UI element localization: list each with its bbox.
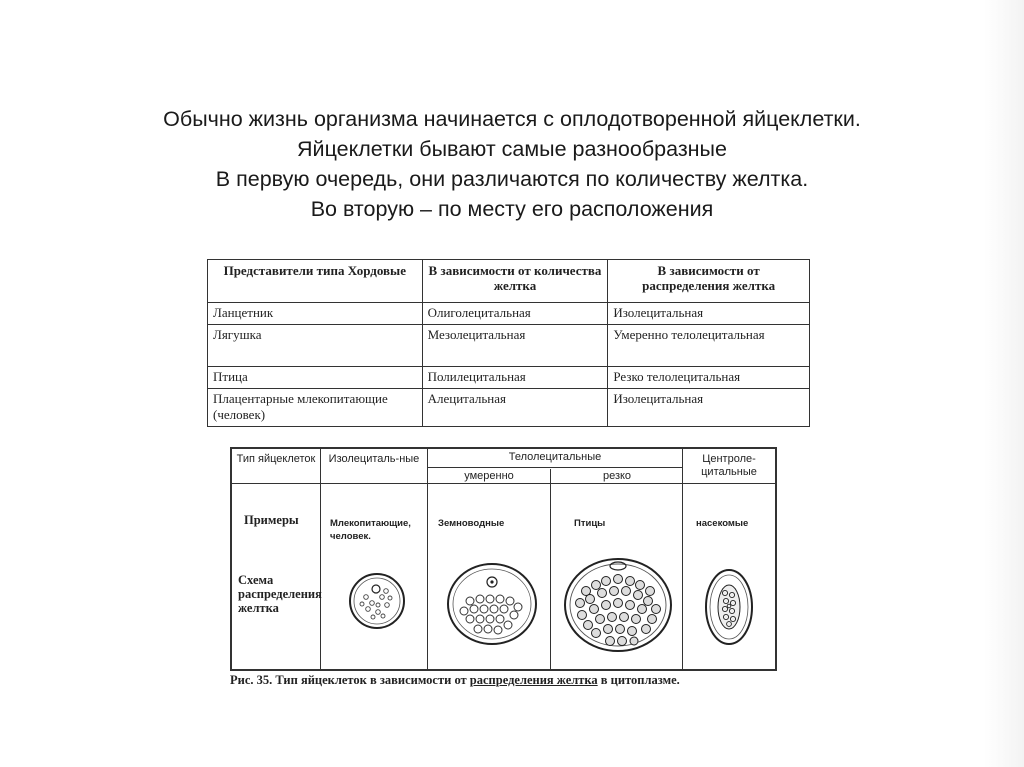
header-yolk-amount: В зависимости от количества желтка — [422, 260, 608, 303]
intro-text — [40, 104, 984, 224]
cell-distribution: Умеренно телолецитальная — [608, 325, 810, 367]
cell-animal: Лягушка — [208, 325, 423, 367]
caption-text-b: в цитоплазме. — [600, 673, 680, 687]
divider — [320, 449, 321, 669]
table-row — [208, 389, 810, 427]
col-telolecithal-label: Телолецитальные — [508, 451, 602, 463]
table-header-row — [208, 260, 810, 303]
intro-line-1: Обычно жизнь организма начинается с оплодотворенной яйцеклетки. — [163, 107, 861, 131]
intro-line-4: Во вторую – по месту его расположения — [310, 197, 714, 221]
cell-distribution: Резко телолецитальная — [608, 367, 810, 389]
row-examples-label: Примеры — [244, 513, 299, 527]
example-amphibians: Земноводные — [438, 518, 505, 529]
col-sharp-label: резко — [602, 470, 632, 482]
centrolecithal-egg-diagram — [702, 565, 756, 649]
slide-edge-shadow — [984, 0, 1024, 767]
caption-underlined: распределения желтка — [469, 673, 598, 687]
row-scheme-label: Схема распределения желтка — [238, 573, 322, 615]
col-isolecithal-label: Изолециталь-ные — [328, 453, 420, 465]
header-yolk-distribution: В зависимости от распределения желтка — [608, 260, 810, 303]
moderate-telolecithal-egg-diagram — [442, 559, 542, 649]
isolecithal-egg-diagram — [342, 567, 412, 637]
cell-amount: Олиголецитальная — [422, 303, 608, 325]
col-centrolecithal-label: Центроле-цитальные — [701, 453, 757, 478]
divider — [550, 469, 551, 669]
sharp-telolecithal-egg-diagram — [562, 555, 674, 655]
cell-animal: Птица — [208, 367, 423, 389]
example-birds: Птицы — [574, 518, 606, 529]
header-chordates: Представители типа Хордовые — [208, 260, 423, 303]
intro-line-2: Яйцеклетки бывают самые разнообразные — [297, 137, 727, 161]
table-row — [208, 367, 810, 389]
table-row — [208, 325, 810, 367]
intro-line-3: В первую очередь, они различаются по количеству желтка. — [215, 167, 809, 191]
cell-animal: Плацентарные млекопитающие (человек) — [208, 389, 423, 427]
cell-amount: Алецитальная — [422, 389, 608, 427]
header-divider — [232, 483, 775, 484]
yolk-classification-table — [207, 259, 810, 427]
example-insects: насекомые — [696, 518, 749, 529]
subheader-divider — [427, 467, 682, 468]
cell-animal: Ланцетник — [208, 303, 423, 325]
table-row — [208, 303, 810, 325]
example-mammals: Млекопитающие, человек. — [330, 518, 411, 542]
divider — [682, 449, 683, 669]
cell-distribution: Изолецитальная — [608, 389, 810, 427]
figure-caption — [230, 673, 790, 688]
egg-types-figure — [230, 447, 777, 671]
cell-amount: Полилецитальная — [422, 367, 608, 389]
col-type-label: Тип яйцеклеток — [236, 453, 316, 465]
caption-text-a: Тип яйцеклеток в зависимости от — [275, 673, 467, 687]
cell-distribution: Изолецитальная — [608, 303, 810, 325]
caption-prefix: Рис. 35. — [230, 673, 273, 687]
cell-amount: Мезолецитальная — [422, 325, 608, 367]
col-moderate-label: умеренно — [464, 470, 514, 482]
